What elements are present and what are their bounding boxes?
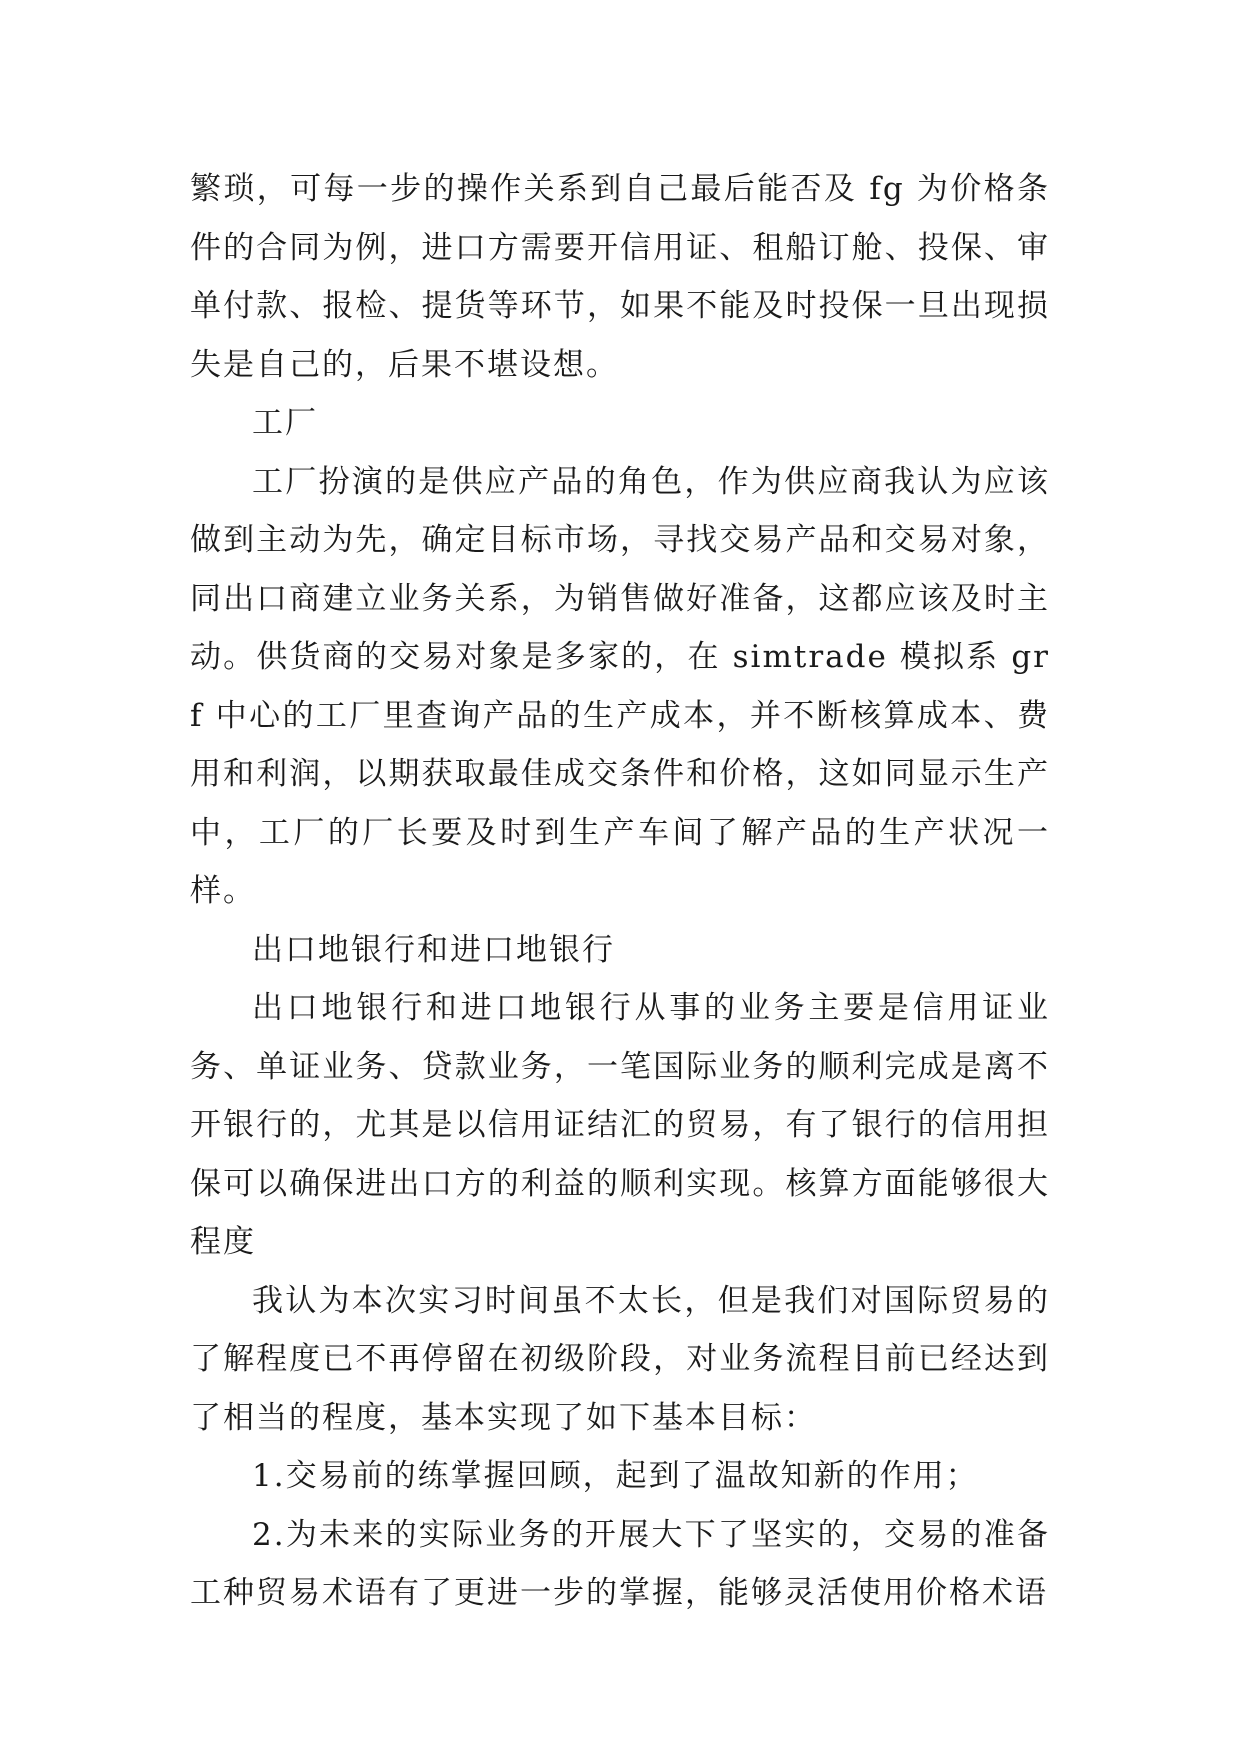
list-item-1: 1.交易前的练掌握回顾，起到了温故知新的作用； [252, 1458, 979, 1494]
paragraph-1: 繁琐，可每一步的操作关系到自己最后能否及 fg 为价格条件的合同为例，进口方需要开信用证、租船订舱、投保、审单付款、报检、提货等环节，如果不能及时投保一旦出现损失是自己的，后果不堪设想。 [190, 171, 1050, 383]
paragraph-factory: 工厂扮演的是供应产品的角色，作为供应商我认为应该做到主动为先，确定目标市场，寻找交易产品和交易对象，同出口商建立业务关系，为销售做好准备，这都应该及时主动。供货商的交易对象是多家的，在 simtrade 模拟系 grf 中心的工厂里查询产品的生产成本，并不断核算成本、费用和利润，以期获取最佳成交条件和价格，这如同显示生产中，工厂的厂长要及时到生产车间了解产品的生产状况一样。 [190, 463, 1050, 909]
paragraph-summary: 我认为本次实习时间虽不太长，但是我们对国际贸易的了解程度已不再停留在初级阶段，对业务流程目前已经达到了相当的程度，基本实现了如下基本目标： [190, 1282, 1050, 1436]
heading-banks: 出口地银行和进口地银行 [252, 931, 615, 968]
heading-factory: 工厂 [252, 405, 318, 441]
document-body [190, 160, 1050, 1623]
paragraph-banks: 出口地银行和进口地银行从事的业务主要是信用证业务、单证业务、贷款业务，一笔国际业务的顺利完成是离不开银行的，尤其是以信用证结汇的贸易，有了银行的信用担保可以确保进出口方的利益的顺利实现。核算方面能够很大程度 [190, 990, 1050, 1260]
list-item-2: 2.为未来的实际业务的开展大下了坚实的，交易的准备工种贸易术语有了更进一步的掌握，能够灵活使用价格术语 [190, 1516, 1050, 1611]
